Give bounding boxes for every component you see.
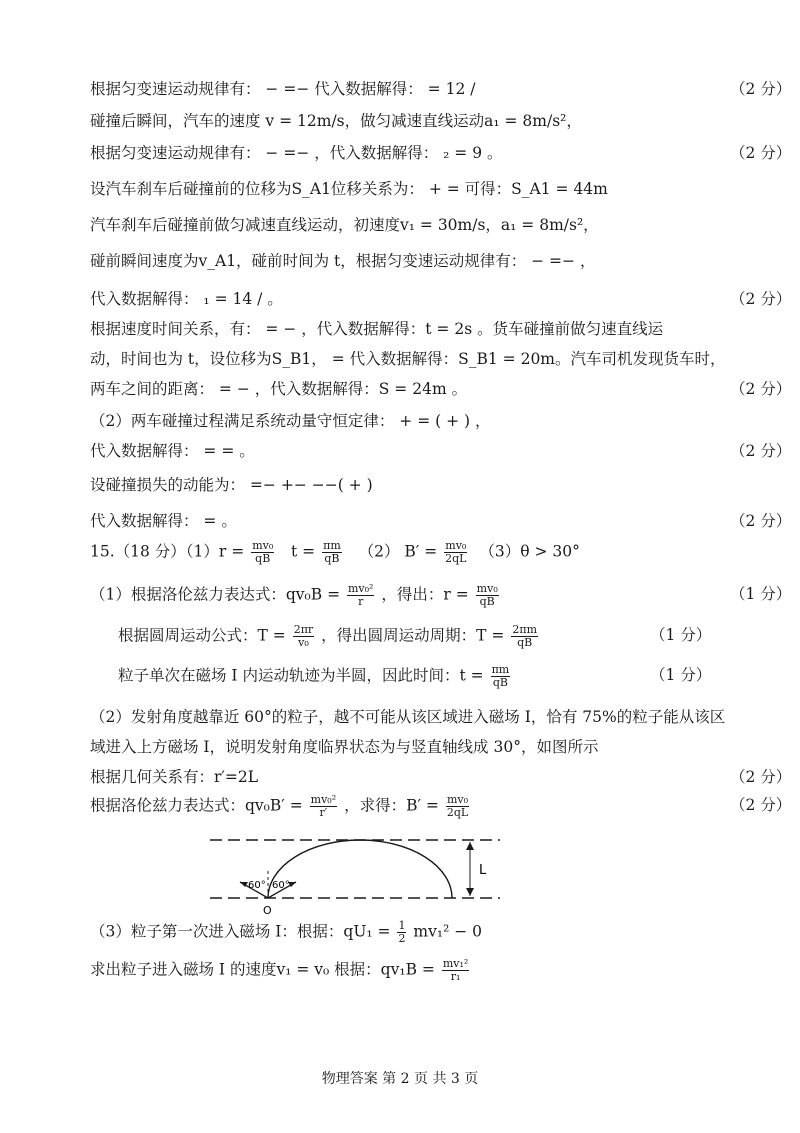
text-line-2: 碰撞后瞬间，汽车的速度 v = 12m/s，做匀减速直线运动a₁ = 8m/s²， — [90, 112, 582, 130]
fraction: $\frac{\text{mv₁²}}{\text{r₁}}$ — [442, 957, 469, 983]
text-line-14: 代入数据解得： = 。 （2 分） — [90, 512, 792, 530]
text-line-17: 根据圆周运动公式：T = $\frac{2\pi r}{\text{v₀}}$ ，得出圆周运动周期：T = $\frac{2\pi m}{qB}$ （1 分） — [118, 623, 712, 649]
text-line-19: （2）发射角度越靠近 60°的粒子，越不可能从该区域进入磁场 I，恰有 75%的粒子能从该区 — [90, 708, 726, 726]
height-label: L — [479, 863, 487, 878]
text-line-23: （3）粒子第一次进入磁场 I：根据：qU₁ = $\frac{1}{2}$ mv₁² − 0 — [90, 919, 482, 945]
score: （2 分） — [730, 380, 792, 398]
magnetic-field-diagram — [200, 830, 510, 920]
text-line-9: 动，时间也为 t，设位移为S_B1， = 代入数据解得：S_B1 = 20m。汽车司机发现货车时， — [90, 350, 726, 368]
text-line-10: 两车之间的距离： = − ，代入数据解得：S = 24m 。 （2 分） — [90, 380, 792, 398]
score: （2 分） — [730, 144, 792, 162]
fraction: $\frac{\text{mv₀}}{2qL}$ — [446, 793, 469, 819]
text-line-1: 根据匀变速运动规律有： − =− 代入数据解得： = 12 / （2 分） — [90, 80, 792, 98]
score: （2 分） — [730, 442, 792, 460]
score: （1 分） — [730, 585, 792, 603]
text-line-8: 根据速度时间关系，有： = − ，代入数据解得：t = 2s 。货车碰撞前做匀速直线运 — [90, 320, 664, 338]
score: （2 分） — [730, 290, 792, 308]
text-line-12: 代入数据解得： = = 。 （2 分） — [90, 442, 792, 460]
fraction: $\frac{\text{mv₀}}{qB}$ — [476, 582, 498, 608]
fraction: $\frac{\pi m}{qB}$ — [323, 539, 341, 565]
text-line-6: 碰前瞬间速度为v_A1，碰前时间为 t，根据匀变速运动规律有： − =− ， — [90, 252, 596, 270]
fraction: $\frac{\text{mv₀²}}{r}$ — [348, 582, 374, 608]
arrowhead-icon — [466, 842, 474, 850]
arrowhead-icon — [466, 888, 474, 896]
text-line-7: 代入数据解得： ₁ = 14 / 。 （2 分） — [90, 290, 792, 308]
text-line-22: 根据洛伦兹力表达式：qv₀B′ = $\frac{\text{mv₀²}}{r'}$ ，求得：B′ = $\frac{\text{mv₀}}{2qL}$ （2 分） — [90, 793, 792, 819]
score: （2 分） — [730, 768, 792, 786]
angle-label-left: 60° — [248, 880, 266, 891]
origin-label: O — [263, 904, 272, 917]
text-line-11: （2）两车碰撞过程满足系统动量守恒定律： + = ( + ) ， — [90, 412, 491, 430]
text-line-24: 求出粒子进入磁场 I 的速度v₁ = v₀ 根据：qv₁B = $\frac{\text{mv₁²}}{\text{r₁}}$ — [90, 957, 469, 983]
fraction: $\frac{\pi m}{qB}$ — [491, 663, 510, 689]
fraction: $\frac{1}{2}$ — [398, 919, 406, 945]
fraction: $\frac{2\pi r}{\text{v₀}}$ — [293, 623, 314, 649]
score: （2 分） — [730, 80, 792, 98]
text-line-16: （1）根据洛伦兹力表达式：qv₀B = $\frac{\text{mv₀²}}{r}$ ，得出：r = $\frac{\text{mv₀}}{qB}$ （1 分） — [90, 582, 792, 608]
angle-label-right: 60° — [272, 880, 290, 891]
fraction: $\frac{\text{mv₀²}}{r'}$ — [310, 793, 337, 819]
score: （1 分） — [650, 626, 712, 644]
score: （2 分） — [730, 512, 792, 530]
particle-trajectory — [268, 840, 452, 898]
text-line-21: 根据几何关系有：r′=2L （2 分） — [90, 768, 792, 786]
page-footer: 物理答案 第 2 页 共 3 页 — [321, 1071, 479, 1087]
text-line-5: 汽车刹车后碰撞前做匀减速直线运动，初速度v₁ = 30m/s，a₁ = 8m/s²， — [90, 216, 599, 234]
score: （2 分） — [730, 796, 792, 814]
fraction: $\frac{2\pi m}{qB}$ — [512, 623, 538, 649]
fraction: $\frac{\text{mv₀}}{qB}$ — [252, 539, 274, 565]
text-line-13: 设碰撞损失的动能为： =− +− −−( + ) — [90, 476, 373, 494]
score: （1 分） — [650, 666, 712, 684]
fraction: $\frac{\text{mv₀}}{2qL}$ — [445, 539, 467, 565]
text-line-20: 域进入上方磁场 I，说明发射角度临界状态为与竖直轴线成 30°，如图所示 — [90, 738, 599, 756]
text-line-3: 根据匀变速运动规律有： − =− ，代入数据解得： ₂ = 9 。 （2 分） — [90, 144, 792, 162]
text-line-4: 设汽车刹车后碰撞前的位移为S_A1位移关系为： + = 可得：S_A1 = 44m — [90, 180, 608, 198]
text-line-18: 粒子单次在磁场 I 内运动轨迹为半圆，因此时间：t = $\frac{\pi m}{qB}$ （1 分） — [118, 663, 712, 689]
question-15-summary: 15.（18 分）（1）r = $\frac{\text{mv₀}}{qB}$ t = $\frac{\pi m}{qB}$ （2） B′ = $\frac{\text{mv₀}}{2qL}$ （3）θ > 30° — [90, 539, 580, 565]
